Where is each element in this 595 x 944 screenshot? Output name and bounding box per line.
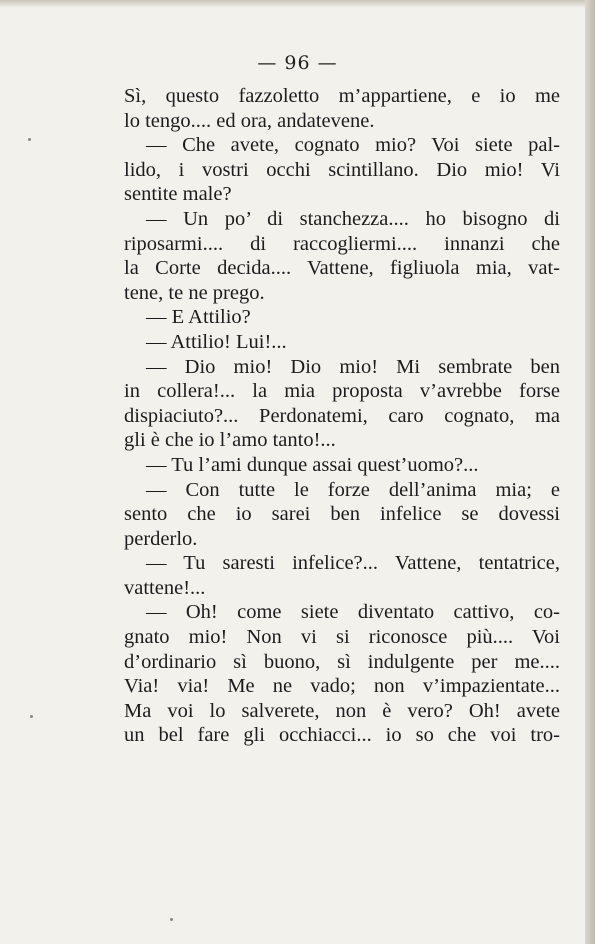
text-line: — Con tutte le forze dell’anima mia; e bbox=[146, 478, 560, 501]
body-text bbox=[124, 84, 560, 748]
text-line: — Oh! come siete diventato cattivo, co- bbox=[146, 601, 560, 624]
text-line: — Tu l’ami dunque assai quest’uomo?... bbox=[146, 453, 479, 476]
text-line: gnato mio! Non vi si riconosce più.... Voi bbox=[124, 626, 560, 649]
paper-speck bbox=[170, 918, 173, 921]
page-number: — 96 — bbox=[257, 52, 338, 74]
text-line: Ma voi lo salverete, non è vero? Oh! avete bbox=[124, 699, 560, 722]
text-line: gli è che io l’amo tanto!... bbox=[124, 429, 336, 452]
text-line: sentite male? bbox=[124, 183, 232, 206]
text-line: d’ordinario sì buono, sì indulgente per me.... bbox=[124, 650, 560, 673]
page-right-edge bbox=[585, 0, 595, 944]
text-line: — E Attilio? bbox=[146, 306, 251, 329]
page-top-shadow bbox=[0, 0, 595, 8]
text-line: la Corte decida.... Vattene, figliuola mia, vat- bbox=[124, 257, 560, 280]
text-line: — Tu saresti infelice?... Vattene, tentatrice, bbox=[146, 552, 560, 575]
text-line: vattene!... bbox=[124, 576, 206, 599]
paper-speck bbox=[30, 715, 33, 718]
text-line: perderlo. bbox=[124, 527, 198, 550]
text-line: Sì, questo fazzoletto m’appartiene, e io me bbox=[124, 85, 560, 107]
text-line: — Un po’ di stanchezza.... ho bisogno di bbox=[146, 207, 560, 230]
text-line: dispiaciuto?... Perdonatemi, caro cognato, ma bbox=[124, 404, 560, 427]
text-line: Via! via! Me ne vado; non v’impazientate... bbox=[124, 675, 560, 698]
text-line: un bel fare gli occhiacci... io so che voi tro- bbox=[124, 724, 560, 747]
text-line: in collera!... la mia proposta v’avrebbe forse bbox=[124, 380, 560, 403]
text-line: riposarmi.... di raccogliermi.... innanzi che bbox=[124, 232, 560, 255]
text-line: — Dio mio! Dio mio! Mi sembrate ben bbox=[146, 355, 560, 378]
paper-speck bbox=[28, 138, 31, 141]
text-line: — Che avete, cognato mio? Voi siete pal- bbox=[146, 134, 560, 157]
text-line: lo tengo.... ed ora, andatevene. bbox=[124, 109, 375, 132]
text-line: lido, i vostri occhi scintillano. Dio mio! Vi bbox=[124, 158, 560, 181]
text-line: tene, te ne prego. bbox=[124, 281, 265, 304]
text-line: — Attilio! Lui!... bbox=[146, 330, 287, 353]
text-line: sento che io sarei ben infelice se dovessi bbox=[124, 503, 560, 526]
